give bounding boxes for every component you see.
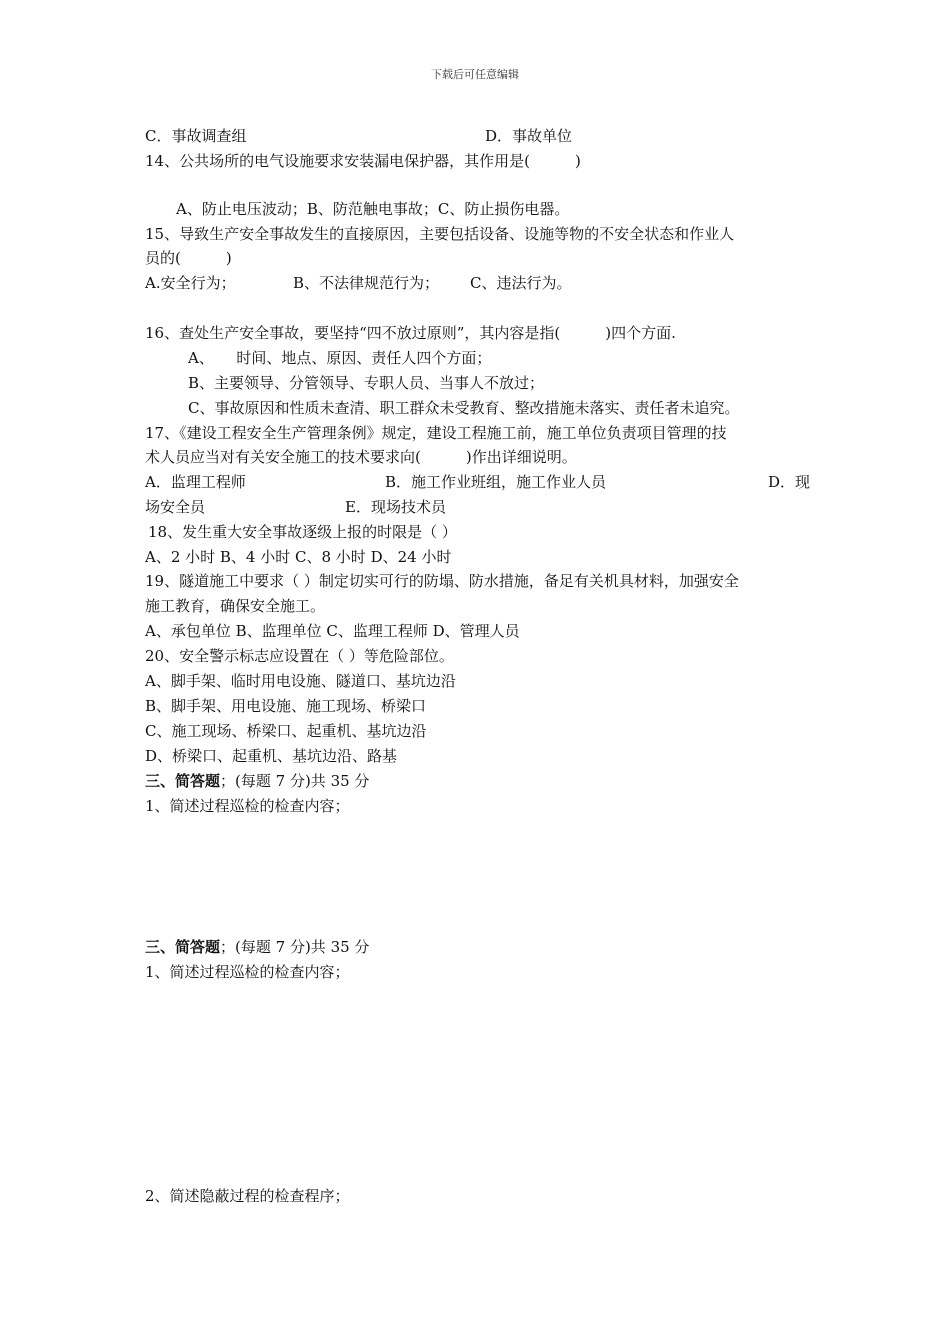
- question-20-option-c: C、施工现场、桥梁口、起重机、基坑边沿: [145, 722, 427, 740]
- section-score: ；(每题 7 分)共 35 分: [220, 772, 370, 790]
- question-14-options: A、防止电压波动；B、防范触电事故；C、防止损伤电器。: [176, 200, 570, 218]
- question-20-option-a: A、脚手架、临时用电设施、隧道口、基坑边沿: [145, 672, 456, 690]
- section-title: 三、简答题: [145, 938, 221, 956]
- question-16-option-a: A、 时间、地点、原因、责任人四个方面；: [188, 349, 492, 367]
- short-answer-2: 2、简述隐蔽过程的检查程序；: [145, 1187, 350, 1205]
- question-16-option-c: C、事故原因和性质未查清、职工群众未受教育、整改措施未落实、责任者未追究。: [188, 399, 740, 417]
- question-20-option-d: D、桥梁口、起重机、基坑边沿、路基: [145, 747, 398, 765]
- option-c: C、违法行为。: [470, 274, 572, 292]
- short-answer-1-repeat: 1、简述过程巡检的检查内容；: [145, 963, 350, 981]
- question-18-options: A、2 小时 B、4 小时 C、8 小时 D、24 小时: [145, 548, 452, 566]
- question-16: 16、查处生产安全事故，要坚持“四不放过原则”，其内容是指( )四个方面.: [145, 324, 676, 342]
- section-title: 三、简答题: [145, 772, 221, 790]
- question-18: 18、发生重大安全事故逐级上报的时限是（ ）: [148, 523, 457, 541]
- option-d-cont: 场安全员: [145, 498, 206, 516]
- section-3-heading-repeat: [145, 937, 810, 957]
- option-c: C．事故调查组: [145, 127, 247, 145]
- section-3-heading: [145, 771, 810, 791]
- question-16-option-b: B、主要领导、分管领导、专职人员、当事人不放过；: [188, 374, 545, 392]
- question-17-line1: 17、《建设工程安全生产管理条例》规定，建设工程施工前，施工单位负责项目管理的技: [145, 424, 727, 442]
- option-a: A．监理工程师: [145, 473, 246, 491]
- section-score: ；(每题 7 分)共 35 分: [220, 938, 370, 956]
- question-17-options-line2: [145, 497, 810, 517]
- option-a: A.安全行为；: [145, 274, 236, 292]
- question-15-options: [145, 273, 810, 293]
- option-b: B、不法律规范行为；: [293, 274, 440, 292]
- question-19-options: A、承包单位 B、监理单位 C、监理工程师 D、管理人员: [145, 622, 520, 640]
- question-15-line1: 15、导致生产安全事故发生的直接原因，主要包括设备、设施等物的不安全状态和作业人: [145, 225, 735, 243]
- question-15-line2: 员的( ): [145, 249, 232, 267]
- short-answer-1: 1、简述过程巡检的检查内容；: [145, 797, 350, 815]
- question-19-line1: 19、隧道施工中要求（ ）制定切实可行的防塌、防水措施，备足有关机具材料，加强安全: [145, 572, 739, 590]
- page-header: 下载后可任意编辑: [431, 68, 519, 81]
- option-e: E．现场技术员: [345, 498, 446, 516]
- question-19-line2: 施工教育，确保安全施工。: [145, 597, 326, 615]
- q13-options-c-d: [145, 126, 810, 146]
- question-17-options-line1: [145, 472, 810, 492]
- option-b: B．施工作业班组，施工作业人员: [385, 473, 607, 491]
- question-20: 20、安全警示标志应设置在（ ）等危险部位。: [145, 647, 454, 665]
- option-d: D．现: [767, 473, 810, 491]
- question-14: 14、公共场所的电气设施要求安装漏电保护器，其作用是( ): [145, 152, 581, 170]
- question-20-option-b: B、脚手架、用电设施、施工现场、桥梁口: [145, 697, 427, 715]
- question-17-line2: 术人员应当对有关安全施工的技术要求向( )作出详细说明。: [145, 448, 577, 466]
- option-d: D．事故单位: [485, 127, 573, 145]
